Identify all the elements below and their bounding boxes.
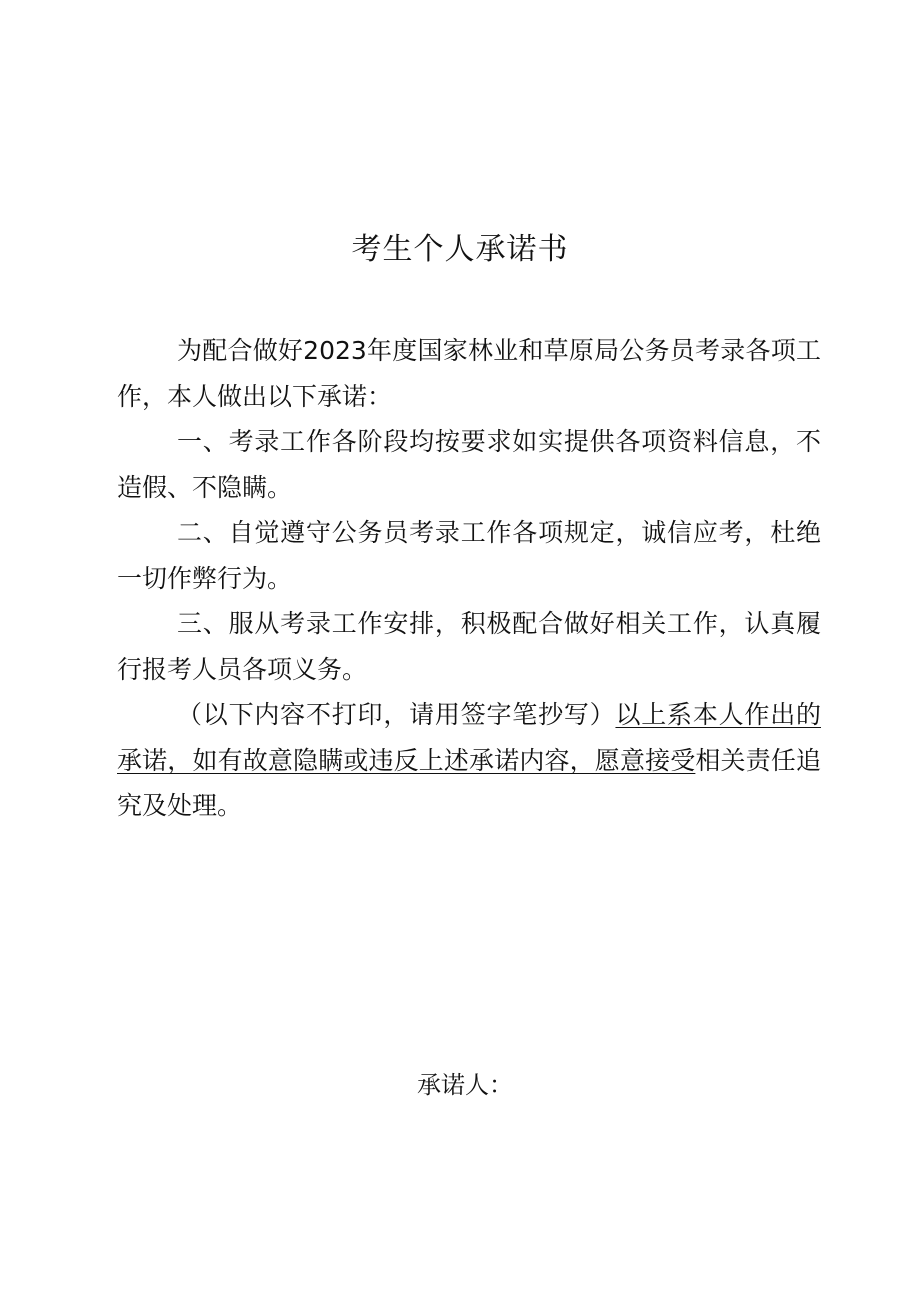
- commitment-item-3: 三、服从考录工作安排，积极配合做好相关工作，认真履行报考人员各项义务。: [117, 609, 821, 684]
- document-body: [117, 328, 821, 829]
- handwrite-note: （以下内容不打印，请用签字笔抄写）: [177, 700, 616, 729]
- page-title: 考生个人承诺书: [351, 232, 569, 267]
- handwrite-underlined-text: 以上系本人作出的承诺，如有故意隐瞒或违反上述承诺内容，愿意接受: [117, 700, 821, 775]
- intro-paragraph: 为配合做好2023年度国家林业和草原局公务员考录各项工作，本人做出以下承诺：: [117, 336, 821, 411]
- commitment-item-2: 二、自觉遵守公务员考录工作各项规定，诚信应考，杜绝一切作弊行为。: [117, 518, 821, 593]
- handwrite-tail: 相关责任追究及处理。: [117, 745, 821, 820]
- signature-label: 承诺人：: [417, 1071, 513, 1099]
- commitment-item-1: 一、考录工作各阶段均按要求如实提供各项资料信息，不造假、不隐瞒。: [117, 427, 821, 502]
- handwrite-paragraph: [117, 692, 821, 829]
